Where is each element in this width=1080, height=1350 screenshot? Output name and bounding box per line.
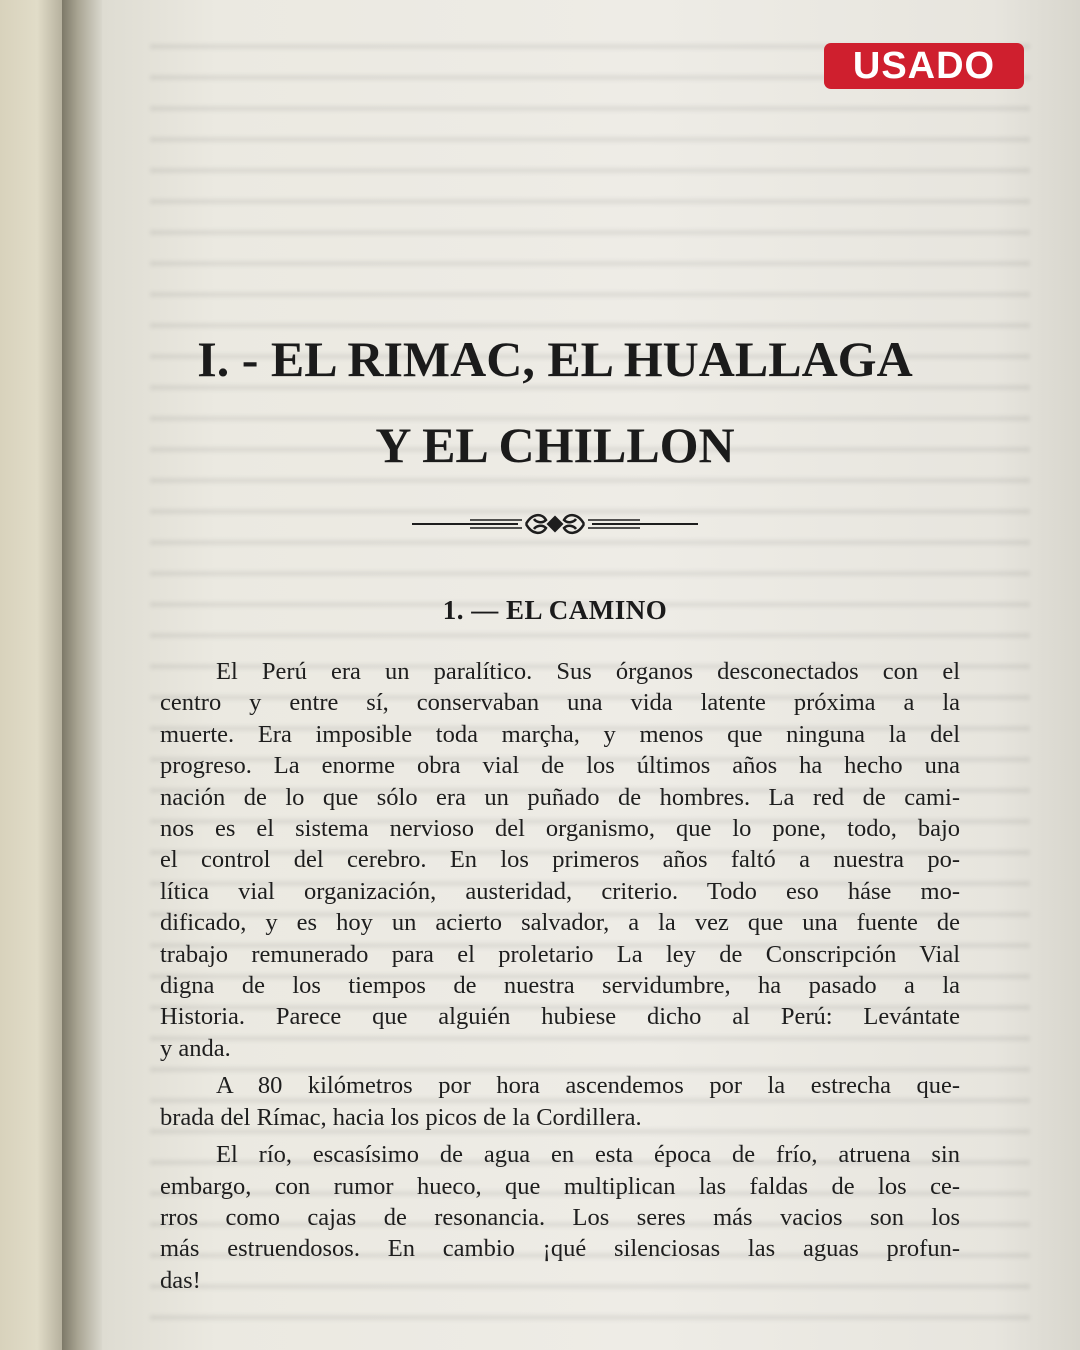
text-line: nos es el sistema nervioso del organismo, que lo pone, todo, bajo bbox=[160, 815, 960, 843]
body-text bbox=[160, 656, 960, 1296]
text-line: dificado, y es hoy un acierto salvador, a la vez que una fuente de bbox=[160, 909, 960, 937]
text-line: rros como cajas de resonancia. Los seres más vacios son los bbox=[160, 1203, 960, 1231]
text-line: A 80 kilómetros por hora ascendemos por la estrecha que- bbox=[216, 1072, 960, 1100]
book-gutter bbox=[62, 0, 102, 1350]
used-badge: USADO bbox=[824, 43, 1024, 89]
section-title: 1. — EL CAMINO bbox=[442, 595, 668, 625]
left-page-edge bbox=[0, 0, 62, 1350]
text-line: El Perú era un paralítico. Sus órganos desconectados con el bbox=[216, 658, 960, 685]
text-line: trabajo remunerado para el proletario La ley de Conscripción Vial bbox=[160, 940, 960, 968]
text-line: nación de lo que sólo era un puñado de hombres. La red de cami- bbox=[160, 783, 960, 811]
paragraph-1 bbox=[160, 656, 960, 1064]
chapter-title bbox=[150, 316, 960, 488]
text-line: progreso. La enorme obra vial de los últimos años ha hecho una bbox=[160, 752, 960, 780]
text-line: digna de los tiempos de nuestra servidumbre, ha pasado a la bbox=[160, 972, 960, 1000]
text-line: muerte. Era imposible toda marçha, y menos que ninguna la del bbox=[160, 720, 960, 748]
paragraph-2 bbox=[160, 1070, 960, 1133]
text-line: más estruendosos. En cambio ¡qué silenciosas las aguas profun- bbox=[160, 1235, 960, 1263]
text-line: y anda. bbox=[160, 1034, 231, 1062]
text-line: El río, escasísimo de agua en esta época de frío, atruena sin bbox=[216, 1141, 960, 1169]
text-line: lítica vial organización, austeridad, criterio. Todo eso háse mo- bbox=[160, 877, 960, 905]
text-line: centro y entre sí, conservaban una vida latente próxima a la bbox=[160, 689, 960, 717]
chapter-title-line-2: Y EL CHILLON bbox=[375, 417, 735, 473]
text-line: Historia. Parece que alguién hubiese dicho al Perú: Levántate bbox=[160, 1003, 960, 1031]
text-line: embargo, con rumor hueco, que multiplican las faldas de los ce- bbox=[160, 1172, 960, 1200]
ornament-divider-icon bbox=[410, 510, 700, 540]
paragraph-3 bbox=[160, 1139, 960, 1296]
text-line: brada del Rímac, hacia los picos de la Cordillera. bbox=[160, 1103, 642, 1131]
text-line: das! bbox=[160, 1266, 201, 1294]
chapter-title-line-1: I. - EL RIMAC, EL HUALLAGA bbox=[197, 331, 913, 387]
text-line: el control del cerebro. En los primeros años faltó a nuestra po- bbox=[160, 846, 960, 874]
